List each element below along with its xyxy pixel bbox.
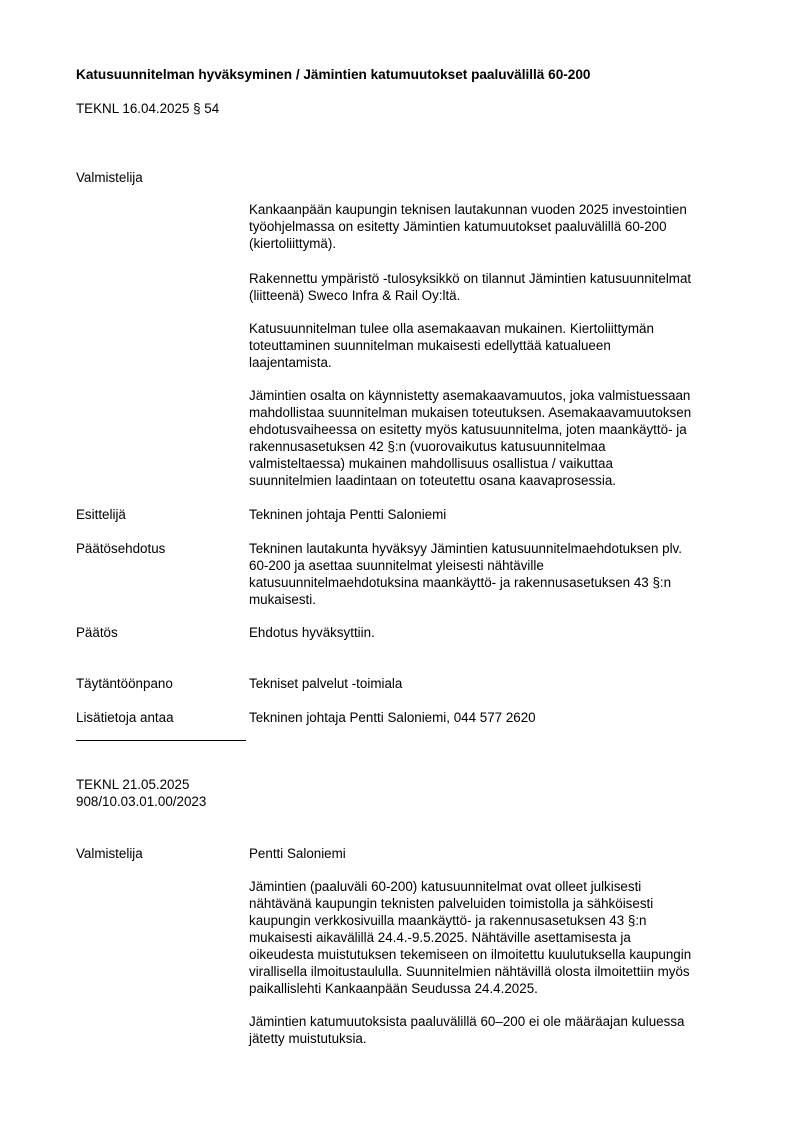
paragraph-line: Jämintien (paaluväli 60-200) katusuunnitelmat ovat olleet julkisesti (249, 879, 642, 894)
paragraph-line: kaupungin verkkosivuilla maankäyttö- ja rakennusasetuksen 43 §:n (249, 913, 647, 928)
preparation-paragraph (249, 1013, 749, 1047)
preparation-paragraph (249, 387, 749, 489)
paragraph-line: nähtävänä kaupungin teknisten palveluiden toimistolla ja sähköisesti (249, 896, 654, 911)
info-label: Lisätietoja antaa (76, 710, 174, 725)
preparer-value: Pentti Saloniemi (249, 846, 346, 861)
paragraph-line: Jämintien osalta on käynnistetty asemakaavamuutos, joka valmistuessaan (249, 388, 691, 403)
decision-value: Ehdotus hyväksyttiin. (249, 625, 375, 640)
paragraph-line: toteuttaminen suunnitelman mukaisesti edellyttää katualueen (249, 338, 611, 353)
paragraph-line: paikallislehti Kankaanpään Seudussa 24.4.2025. (249, 981, 538, 996)
presenter-label: Esittelijä (76, 507, 126, 522)
paragraph-line: Jämintien katumuutoksista paaluvälillä 60–200 ei ole määräajan kuluessa (249, 1014, 685, 1029)
paragraph-line: Kankaanpään kaupungin teknisen lautakunnan vuoden 2025 investointien (249, 202, 687, 217)
paragraph-line: mukaisesti. (249, 592, 316, 607)
paragraph-line: Tekninen lautakunta hyväksyy Jämintien katusuunnitelmaehdotuksen plv. (249, 541, 682, 556)
preparation-paragraph (249, 320, 749, 371)
document-title: Katusuunnitelman hyväksyminen / Jämintien katumuutokset paaluvälillä 60-200 (76, 67, 591, 82)
preparation-paragraph (249, 878, 749, 997)
paragraph-line: mahdollistaa suunnitelman mukaisen toteutuksen. Asemakaavamuutoksen (249, 405, 692, 420)
proposal-label: Päätösehdotus (76, 541, 166, 556)
preparation-paragraph (249, 201, 749, 252)
paragraph-line: suunnitelmien laadintaan on toteutettu osana kaavaprosessia. (249, 473, 617, 488)
paragraph-line: jätetty muistutuksia. (249, 1031, 367, 1046)
paragraph-line: oikeudesta muistutuksen tekemiseen on ilmoitettu kuulutuksella kaupungin (249, 947, 692, 962)
paragraph-line: virallisella ilmoitustaululla. Suunnitelmien nähtävillä olosta ilmoitettiin myös (249, 964, 690, 979)
paragraph-line: Rakennettu ympäristö -tulosyksikkö on tilannut Jämintien katusuunnitelmat (249, 271, 692, 286)
execution-value: Tekniset palvelut -toimiala (249, 676, 403, 691)
paragraph-line: rakennusasetuksen 42 §:n (vuorovaikutus katusuunnitelmaa (249, 439, 606, 454)
meeting-reference: TEKNL 16.04.2025 § 54 (76, 101, 220, 116)
paragraph-line: valmisteltaessa) mukainen mahdollisuus osallistua / vaikuttaa (249, 456, 613, 471)
paragraph-line: 60-200 ja asettaa suunnitelmat yleisesti nähtäville (249, 558, 544, 573)
paragraph-line: (liitteenä) Sweco Infra & Rail Oy:ltä. (249, 288, 461, 303)
paragraph-line: mukaisesti aikavälillä 24.4.-9.5.2025. Nähtäville asettamisesta ja (249, 930, 631, 945)
paragraph-line: Katusuunnitelman tulee olla asemakaavan mukainen. Kiertoliittymän (249, 321, 654, 336)
info-value: Tekninen johtaja Pentti Saloniemi, 044 577 2620 (249, 710, 536, 725)
presenter-value: Tekninen johtaja Pentti Saloniemi (249, 507, 447, 522)
decision-label: Päätös (76, 625, 118, 640)
section-divider (76, 740, 246, 741)
paragraph-line: ehdotusvaiheessa on esitetty myös katusuunnitelma, joten maankäyttö- ja (249, 422, 687, 437)
paragraph-line: työohjelmassa on esitetty Jämintien katumuutokset paaluvälillä 60-200 (249, 219, 667, 234)
proposal-text (249, 540, 749, 608)
paragraph-line: katusuunnitelmaehdotuksina maankäyttö- ja rakennusasetuksen 43 §:n (249, 575, 672, 590)
paragraph-line: (kiertoliittymä). (249, 236, 337, 251)
meeting-reference: TEKNL 21.05.2025 (76, 777, 190, 792)
record-number: 908/10.03.01.00/2023 (76, 794, 207, 809)
paragraph-line: laajentamista. (249, 355, 332, 370)
execution-label: Täytäntöönpano (76, 676, 173, 691)
preparation-paragraph (249, 270, 749, 304)
preparer-label: Valmistelija (76, 170, 143, 185)
preparer-label: Valmistelija (76, 846, 143, 861)
